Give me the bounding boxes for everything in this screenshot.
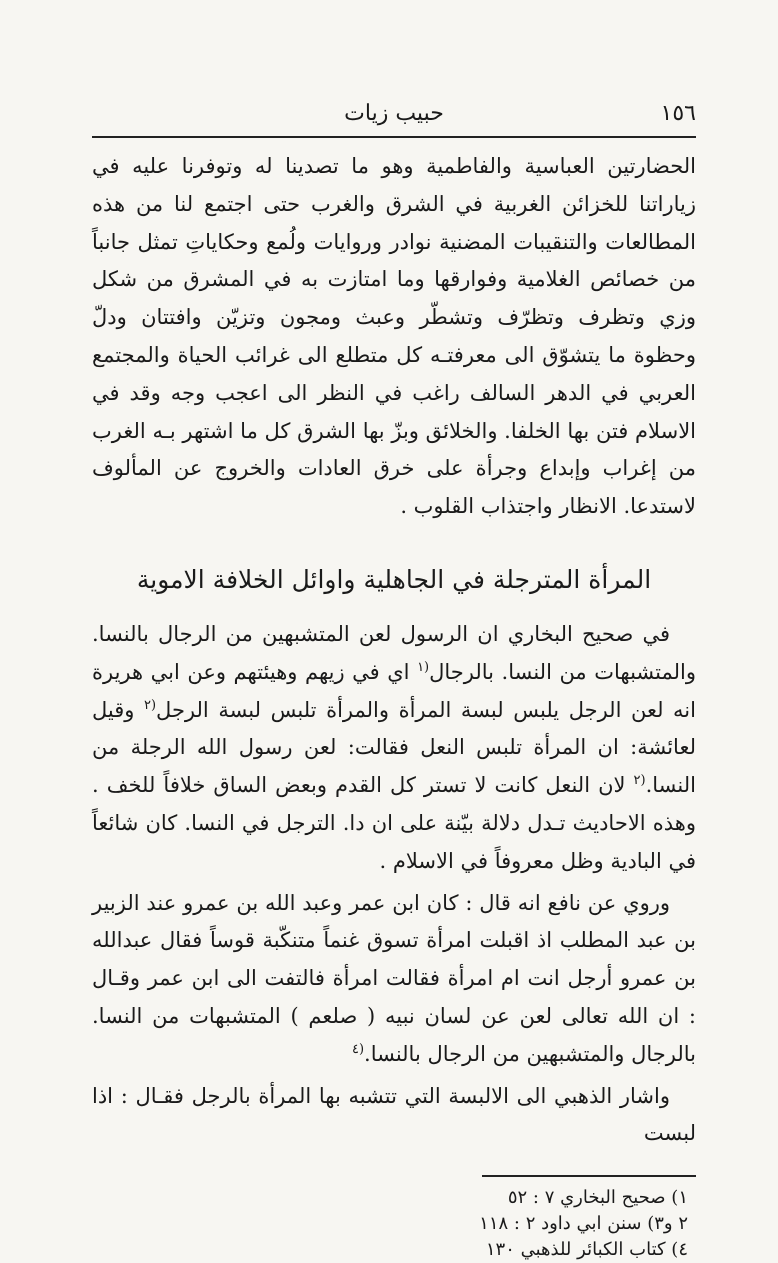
footnote-item: ١) صحيح البخاري ٧ : ٥٢ (507, 1187, 688, 1209)
intro-paragraph: الحضارتين العباسية والفاطمية وهو ما تصدينا له وتوفرنا عليه في زياراتنا للخزائن الغربية في الشرق والغرب حتى اجتمع لنا من هذه المطالعات والتنقيبات المضنية نوادر وروايات ولُمع وحكاياتِ تمثل جانباً من خصائص الغلامية وفوارقها وما امتازت به في المشرق من شكل وزي وتظرف وتظرّف وتشطّر وعبث ومجون وتزيّن وافتتان ودلّ وحظوة ما يتشوّق الى معرفتـه كل متطلع الى غرائب الحياة والمجتمع العربي في الدهر السالف راغب في النظر الى اعجب وجه وقد في الاسلام فتن بها الخلفا. والخلائق وبزّ بها الشرق كل ما اشتهر بـه الغرب من إغراب وإبداع وجرأة على خرق العادات والخروج عن المألوف لاستدعا. الانظار واجتذاب القلوب . (92, 154, 696, 519)
section-paragraph-1 (92, 616, 696, 881)
footnote-separator (482, 1175, 696, 1177)
footnote-item: ٢ و٣) سنن ابي داود ٢ : ١١٨ (479, 1213, 688, 1235)
section-heading: المرأة المترجلة في الجاهلية واوائل الخلافة الاموية (136, 564, 652, 594)
section-paragraph-1-text-4: لان النعل كانت لا تستر كل القدم وبعض الساق خلافاً للخف . وهذه الاحاديث تـدل دلالة بيّنة على ان دا. الترجل في النسا. كان شائعاً في البادية وظل معروفاً في الاسلام . (92, 773, 696, 873)
footnote-item: ٤) كتاب الكبائر للذهبي ١٣٠ (485, 1239, 688, 1261)
section-paragraph-2 (92, 885, 696, 1074)
running-title: حبيب زيات (344, 101, 444, 126)
footnote-marker-1: (١ (417, 659, 430, 675)
footnotes-list (92, 1185, 696, 1263)
section-paragraph-1-text-1: في صحيح البخاري ان الرسول لعن المتشبهين من الرجال بالنسا. والمتشبهات من النسا. بالرجال (92, 621, 696, 684)
section-paragraph-1-text-2: اي في زيهم وهيئتهم وعن ابي هريرة انه لعن الرجل يلبس لبسة المرأة والمرأة تلبس لبسة الرجل (92, 659, 696, 722)
section-paragraph-3: واشار الذهبي الى الالبسة التي تتشبه بها المرأة بالرجل فقـال : اذا لبست (92, 1083, 696, 1146)
footnote-marker-2: (٢ (143, 697, 157, 713)
book-page (92, 92, 696, 1261)
section-paragraph-1-text-3: وقيل لعائشة: ان المرأة تلبس النعل فقالت: لعن رسول الله الرجلة من النسا. (92, 697, 696, 798)
section-paragraph-2-text: وروي عن نافع انه قال : كان ابن عمر وعبد الله بن عمرو عند الزبير بن عبد المطلب اذ اقبلت امرأة تسوق غنماً متنكّبة قوساً فقال عبدالله بن عمرو أرجل انت ام امرأة فقالت امرأة فالتفت الى ابن عمر وقـال : ان الله تعالى لعن عن لسان نبيه ( صلعم ) المتشبهات من النسا. بالرجال والمتشبهين من الرجال بالنسا. (92, 890, 696, 1066)
page-number: ١٥٦ (660, 101, 696, 126)
running-header (92, 92, 696, 138)
footnote-marker-4: (٤ (351, 1041, 365, 1057)
footnote-marker-3: (٢ (633, 773, 646, 789)
